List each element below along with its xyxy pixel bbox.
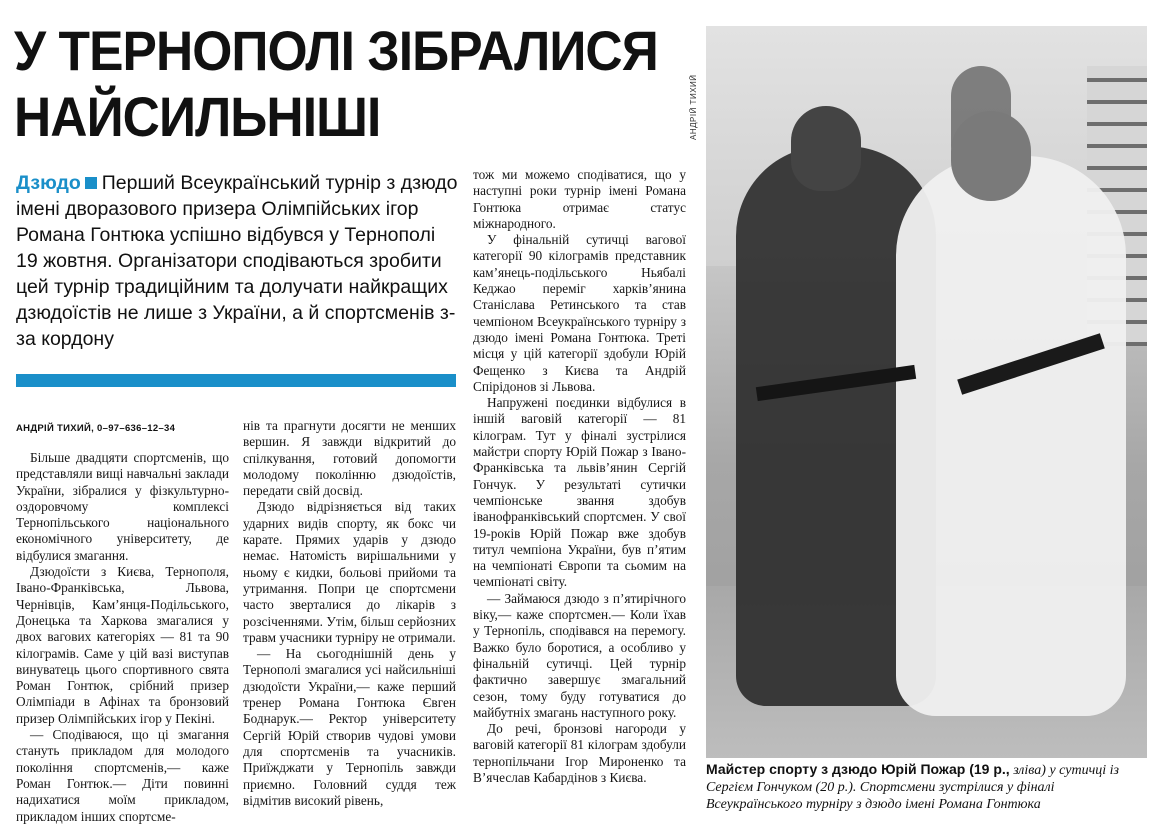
headline — [14, 18, 658, 150]
photo-caption — [706, 761, 1152, 813]
accent-divider — [16, 374, 456, 387]
lead-text: Перший Всеукраїнський турнір з дзюдо імені дворазового призера Олімпійських ігор Романа Гонтюка успішно відбувся у Тернополі 19 жовтня. Організатори сподіваються зробити цей турнір традиційним та долучати найкращих дзюдоїстів не лише з України, а й спортсменів з-за кордону — [16, 172, 458, 350]
caption-italic: зліва) у сутичці із Сергієм Гончуком (20 р.). Спортсмени зустрілися у фіналі Всеукраїнського турніру з дзюдо імені Романа Гонтюка — [706, 763, 1120, 812]
author-line: АНДРІЙ ТИХИЙ, 0–97–636–12–34 — [16, 423, 176, 434]
paragraph: До речі, бронзові нагороди у ваговій категорії 81 кілограм здобули тернопільчани Ігор Мироненко та В’ячеслав Кабардінов з Києва. — [473, 721, 686, 785]
paragraph: — На сьогоднішній день у Тернополі змагалися усі найсильніші дзюдоїсти України,— каже перший тренер Романа Гонтюка Євген Боднарук.— Ректор університету Сергій Юрій створив чудові умови для спортсменів та учасників. Приїжджати у Тернопіль завжди приємно. Головний суддя теж відмітив високий рівень, — [243, 646, 456, 808]
paragraph: — Сподіваюся, що ці змагання стануть прикладом для молодого покоління спортсменів,— каже Роман Гонтюк.— Діти повинні надихатися моїм прикладом, прикладом інших спортсме- — [16, 727, 229, 824]
headline-line-1: У ТЕРНОПОЛІ ЗІБРАЛИСЯ — [14, 19, 658, 82]
paragraph: У фінальній сутичці вагової категорії 90 кілограмів представник кам’янець-подільського Ньябалі Кеджао переміг харків’янина Станіслава Ретинського та став чемпіоном Всеукраїнського турніру з дзюдо імені Романа Гонтюка. Треті місця у цій категорії здобули Юрій Фещенко з Києва та Андрій Спірідонов зі Львова. — [473, 232, 686, 394]
judo-match-photo — [706, 26, 1147, 758]
paragraph: тож ми можемо сподіватися, що у наступні роки турнір імені Романа Гонтюка отримає статус міжнародного. — [473, 167, 686, 231]
article-column-2 — [243, 418, 456, 831]
photo-judoka-dark-head — [791, 106, 861, 191]
article-column-1 — [16, 450, 229, 831]
paragraph: Дзюдо відрізняється від таких ударних видів спорту, як бокс чи карате. Прямих ударів у дзюдо немає. Натомість вирішальними у ньому є кидки, больові прийоми та утримання. Попри це спортсмени часто зверталися до лікарів з розсіченнями. Утім, більш серйозних травм учасники турніру не отримали. — [243, 499, 456, 645]
headline-line-2: НАЙСИЛЬНІШІ — [14, 85, 381, 148]
photo-judoka-white-head — [951, 111, 1031, 201]
paragraph: Більше двадцяти спортсменів, що представляли вищі навчальні заклади України, зібралися у фізкультурно-оздоровчому комплексі Тернопільського національного економічного університету, де відбулися змагання. — [16, 450, 229, 563]
article-column-3 — [473, 167, 686, 827]
photo-credit: АНДРІЙ ТИХИЙ — [689, 74, 698, 140]
paragraph: — Займаюся дзюдо з п’ятирічного віку,— каже спортсмен.— Коли їхав у Тернопіль, сподівався на перемогу. Важко було боротися, а особливо у фінальній сутичці. Цей турнір фактично завершує змагальний сезон, тому буду готуватися до майбутніх змагань наступного року. — [473, 590, 686, 720]
rubric-square-icon — [85, 177, 97, 189]
rubric-label: Дзюдо — [16, 172, 81, 194]
caption-bold: Майстер спорту з дзюдо Юрій Пожар (19 р., — [706, 761, 1010, 777]
paragraph: нів та прагнути досягти не менших вершин. Я завжди відкритий до спілкування, готовий допомогти молодому поколінню дзюдоїстів, передати свій досвід. — [243, 418, 456, 499]
photo-judoka-white-gi — [896, 156, 1126, 716]
paragraph: Напружені поєдинки відбулися в іншій ваговій категорії — 81 кілограм. Тут у фіналі зустрілися майстри спорту Юрій Пожар з Івано-Франківська та львів’янин Сергій Гончук. У результаті сутички чемпіонське звання здобув іванофранківський спортсмен. У свої 19-років Юрій Пожар вже здобув титул чемпіона України, був п’ятим на чемпіонаті Європи та сьомим на чемпіонаті світу. — [473, 395, 686, 590]
paragraph: Дзюдоїсти з Києва, Тернополя, Івано-Франківська, Львова, Чернівців, Кам’янця-Подільського, Донецька та Харкова змагалися у двох вагових категоріях — 81 та 90 кілограмів. Саме у цій вазі виступав винуватець цього спортивного свята Роман Гонтюк, срібний призер Олімпіади в Афінах та бронзовий призер Олімпійських ігор у Пекіні. — [16, 564, 229, 726]
lead-paragraph — [16, 170, 461, 352]
